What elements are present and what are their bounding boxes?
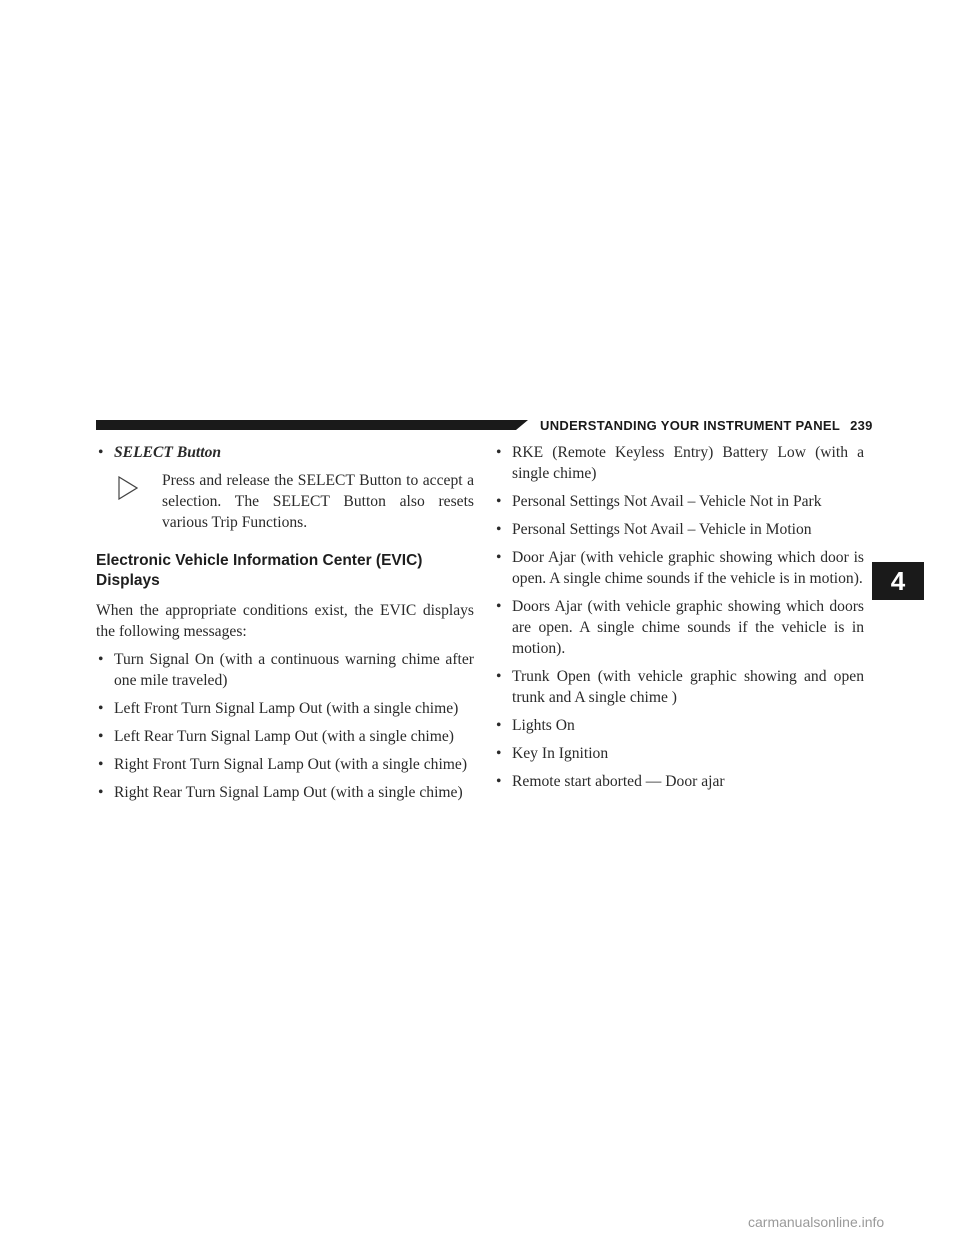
intro-paragraph: When the appropriate conditions exist, the EVIC displays the following messages:	[96, 602, 474, 640]
header-title: UNDERSTANDING YOUR INSTRUMENT PANEL	[540, 418, 841, 433]
header-rule-end	[516, 420, 528, 430]
list-item: • Right Rear Turn Signal Lamp Out (with a single chime)	[96, 782, 474, 803]
chapter-tab: 4	[872, 562, 924, 600]
list-item: • Doors Ajar (with vehicle graphic showing which doors are open. A single chime sounds if the vehicle is in motion).	[494, 596, 864, 659]
select-button-text: Press and release the SELECT Button to accept a selection. The SELECT Button also resets various Trip Functions.	[162, 472, 474, 531]
list-item: • Left Front Turn Signal Lamp Out (with a single chime)	[96, 698, 474, 719]
list-item: • Turn Signal On (with a continuous warning chime after one mile traveled)	[96, 649, 474, 691]
select-button-description	[96, 470, 474, 533]
select-button-item	[96, 442, 474, 463]
list-item: • Trunk Open (with vehicle graphic showing and open trunk and A single chime )	[494, 666, 864, 708]
list-item: • Right Front Turn Signal Lamp Out (with a single chime)	[96, 754, 474, 775]
list-item: • Door Ajar (with vehicle graphic showing which door is open. A single chime sounds if the vehicle is in motion).	[494, 547, 864, 589]
section-heading: Electronic Vehicle Information Center (EVIC) Displays	[96, 552, 423, 589]
select-button-title: SELECT Button	[114, 444, 222, 461]
running-header	[540, 418, 873, 433]
header-rule	[96, 420, 516, 430]
list-item: • Personal Settings Not Avail – Vehicle in Motion	[494, 519, 864, 540]
list-item: • Personal Settings Not Avail – Vehicle Not in Park	[494, 491, 864, 512]
list-item: • Left Rear Turn Signal Lamp Out (with a single chime)	[96, 726, 474, 747]
list-item: • Remote start aborted — Door ajar	[494, 771, 864, 792]
list-item: • Key In Ignition	[494, 743, 864, 764]
watermark: carmanualsonline.info	[748, 1214, 885, 1230]
right-arrow-outline-icon	[118, 476, 138, 500]
page-number: 239	[850, 418, 873, 433]
list-item: • RKE (Remote Keyless Entry) Battery Low (with a single chime)	[494, 442, 864, 484]
left-column	[96, 442, 474, 803]
right-column	[494, 442, 864, 792]
list-item: • Lights On	[494, 715, 864, 736]
